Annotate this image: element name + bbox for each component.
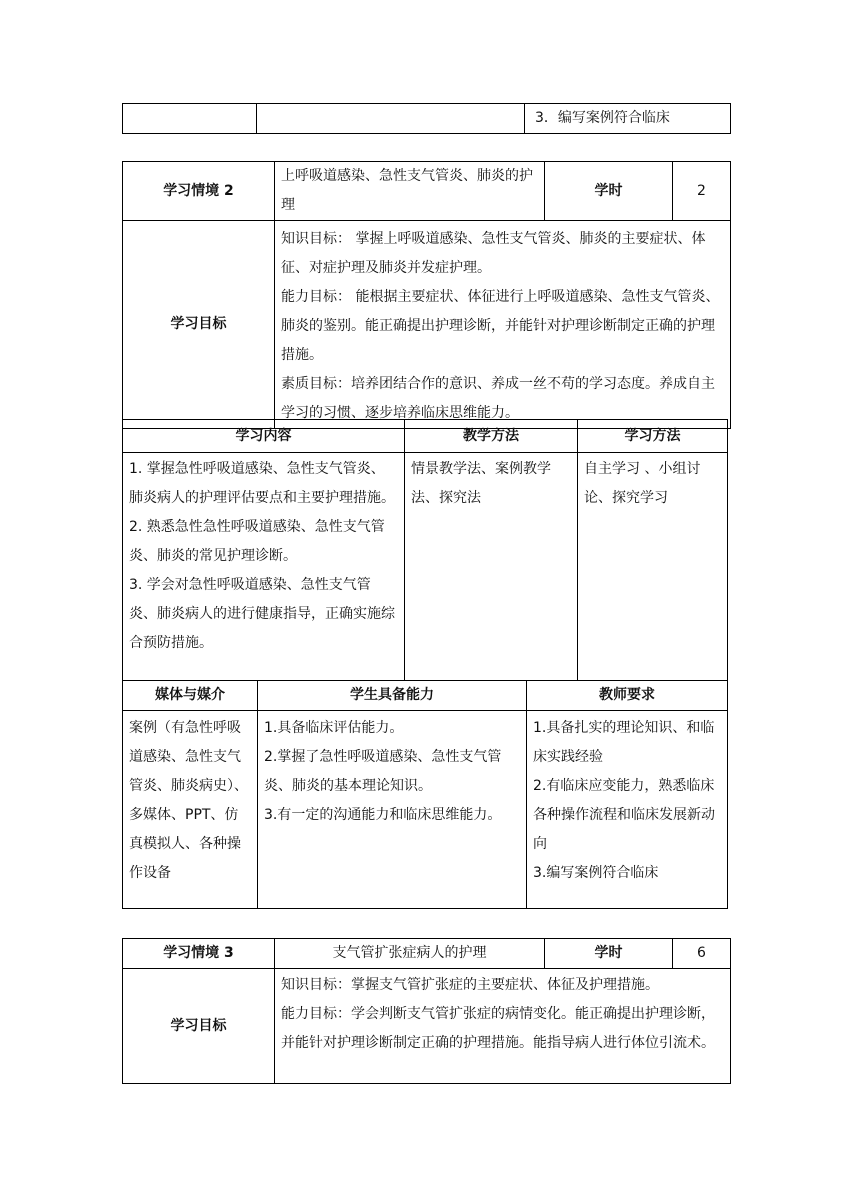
hours-value: 2 [673,162,731,221]
teacher-req-item: 3．编写案例符合临床 [525,104,731,134]
objectives-label: 学习目标 [123,221,275,429]
ability-header: 学生具备能力 [258,681,527,711]
situation-2-content-table [122,419,728,681]
prev-table-fragment [122,103,731,134]
quality-objective: 素质目标：培养团结合作的意识、养成一丝不苟的学习态度。养成自主学习的习惯、逐步培养临床思维能力。 [281,376,715,421]
situation-2-resources-table [122,680,728,909]
objectives-cell [275,969,731,1084]
knowledge-objective: 知识目标： 掌握上呼吸道感染、急性支气管炎、肺炎的主要症状、体征、对症护理及肺炎并发症护理。 [281,231,706,276]
teacher-req-item: 1.具备扎实的理论知识、和临床实践经验 [533,720,715,765]
ability-item: 1.具备临床评估能力。 [264,720,404,736]
content-header: 学习内容 [123,420,405,453]
situation-2-header-table [122,161,731,429]
empty-cell [257,104,525,134]
abilities-cell [258,711,527,909]
situation-title: 上呼吸道感染、急性支气管炎、肺炎的护理 [275,162,545,221]
hours-value: 6 [673,939,731,969]
objectives-cell [275,221,731,429]
content-item: 3. 学会对急性呼吸道感染、急性支气管炎、肺炎病人的进行健康指导，正确实施综合预防措施。 [129,577,395,651]
ability-objective: 能力目标： 能根据主要症状、体征进行上呼吸道感染、急性支气管炎、肺炎的鉴别。能正确提出护理诊断，并能针对护理诊断制定正确的护理措施。 [281,289,720,363]
teaching-method-header: 教学方法 [405,420,578,453]
media-cell: 案例（有急性呼吸道感染、急性支气管炎、肺炎病史）、多媒体、PPT、仿真模拟人、各种操作设备 [123,711,258,909]
content-item: 1. 掌握急性呼吸道感染、急性支气管炎、肺炎病人的护理评估要点和主要护理措施。 [129,461,395,506]
hours-label: 学时 [545,162,673,221]
empty-cell [123,104,257,134]
teacher-cell [527,711,728,909]
objectives-label: 学习目标 [123,969,275,1084]
learning-method: 自主学习 、小组讨论、探究学习 [578,453,728,681]
teacher-req-item: 3.编写案例符合临床 [533,865,659,881]
learning-method-header: 学习方法 [578,420,728,453]
hours-label: 学时 [545,939,673,969]
teacher-req-item: 2.有临床应变能力，熟悉临床各种操作流程和临床发展新动向 [533,778,715,852]
content-item: 2. 熟悉急性急性呼吸道感染、急性支气管炎、肺炎的常见护理诊断。 [129,519,385,564]
situation-3-header-table [122,938,731,1084]
knowledge-objective: 知识目标：掌握支气管扩张症的主要症状、体征及护理措施。 [281,977,659,993]
situation-title: 支气管扩张症病人的护理 [275,939,545,969]
situation-label: 学习情境 3 [123,939,275,969]
content-cell [123,453,405,681]
teacher-header: 教师要求 [527,681,728,711]
situation-label: 学习情境 2 [123,162,275,221]
ability-item: 3.有一定的沟通能力和临床思维能力。 [264,807,502,823]
ability-item: 2.掌握了急性呼吸道感染、急性支气管炎、肺炎的基本理论知识。 [264,749,502,794]
ability-objective: 能力目标：学会判断支气管扩张症的病情变化。能正确提出护理诊断，并能针对护理诊断制定正确的护理措施。能指导病人进行体位引流术。 [281,1006,715,1051]
teaching-method: 情景教学法、案例教学法、探究法 [405,453,578,681]
media-header: 媒体与媒介 [123,681,258,711]
